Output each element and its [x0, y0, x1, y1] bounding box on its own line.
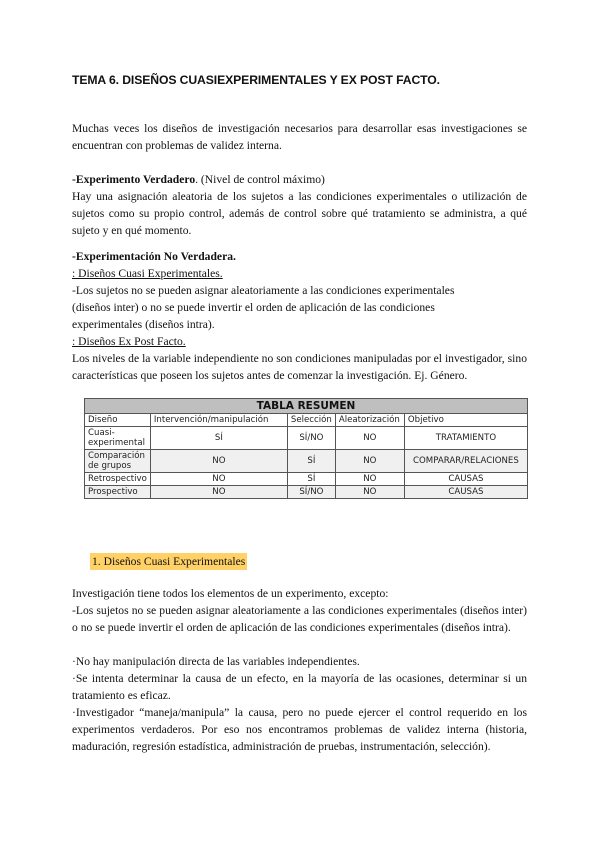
table-cell: Comparación de grupos [85, 450, 151, 473]
table-cell: NO [335, 473, 404, 486]
section-1-bullet: ·No hay manipulación directa de las variables independientes. [72, 655, 360, 668]
section-1-body [72, 585, 527, 755]
section-1-bullet: ·Se intenta determinar la causa de un efecto, en la mayoría de las ocasiones, determinar si un tratamiento es eficaz. [72, 672, 527, 702]
page-title: TEMA 6. DISEÑOS CUASIEXPERIMENTALES Y EX POST FACTO. [72, 73, 440, 87]
table-row [85, 450, 528, 473]
table-caption: TABLA RESUMEN [85, 399, 528, 414]
no-verdadera-label: -Experimentación No Verdadera. [72, 250, 236, 263]
table-cell: Prospectivo [85, 486, 151, 499]
cuasi-text: -Los sujetos no se pueden asignar aleatoriamente a las condiciones experimentales (diseños inter) o no se puede invertir el orden de aplicación de las condiciones experimentales (diseños intra). [72, 284, 455, 331]
table-cell: SÍ [287, 450, 335, 473]
table-header: Objetivo [404, 414, 527, 427]
table-cell: CAUSAS [404, 486, 527, 499]
table-header: Diseño [85, 414, 151, 427]
section-1-p2: -Los sujetos no se pueden asignar aleatoriamente a las condiciones experimentales (diseños inter) o no se puede invertir el orden de aplicación de las condiciones experimentales (diseños intra). [72, 604, 527, 634]
table-cell: NO [150, 486, 287, 499]
table-header-row [85, 414, 528, 427]
table-cell: NO [335, 450, 404, 473]
table-cell: NO [150, 450, 287, 473]
table-cell: SÍ/NO [287, 486, 335, 499]
table-row [85, 486, 528, 499]
intro-paragraph: Muchas veces los diseños de investigación necesarios para desarrollar esas investigaciones se encuentran con problemas de validez interna. [72, 122, 527, 152]
section-1-heading: 1. Diseños Cuasi Experimentales [92, 555, 246, 568]
cuasi-heading: : Diseños Cuasi Experimentales. [72, 267, 223, 280]
table-cell: NO [335, 427, 404, 450]
table-header: Selección [287, 414, 335, 427]
table-row [85, 473, 528, 486]
no-verdadera-section [72, 248, 527, 384]
table-header: Aleatorización [335, 414, 404, 427]
table-cell: COMPARAR/RELACIONES [404, 450, 527, 473]
verdadero-section [72, 171, 527, 239]
section-1-p1: Investigación tiene todos los elementos de un experimento, excepto: [72, 587, 389, 600]
verdadero-sep: . [195, 173, 201, 186]
table-cell: Retrospectivo [85, 473, 151, 486]
verdadero-text: Hay una asignación aleatoria de los sujetos a las condiciones experimentales o utilización de sujetos como su propio control, además de control sobre qué tratamiento se administra, a qué sujeto y en qué momento. [72, 190, 527, 237]
verdadero-note: (Nivel de control máximo) [200, 173, 325, 186]
expost-heading: : Diseños Ex Post Facto. [72, 335, 186, 348]
table-cell: NO [150, 473, 287, 486]
table-cell: Cuasi-experimental [85, 427, 151, 450]
spacer [72, 636, 527, 653]
table-cell: NO [335, 486, 404, 499]
section-1-bullet: ·Investigador “maneja/manipula” la causa, pero no puede ejercer el control requerido en los experimentos verdaderos. Por eso nos encontramos problemas de validez interna (historia, maduración, regresión estadística, administración de pruebas, instrumentación, selección). [72, 706, 527, 753]
table-cell: SÍ [150, 427, 287, 450]
table-cell: SÍ [287, 473, 335, 486]
verdadero-label: -Experimento Verdadero [72, 173, 196, 186]
summary-table [84, 398, 528, 499]
expost-text: Los niveles de la variable independiente no son condiciones manipuladas por el investigador, sino características que poseen los sujetos antes de comenzar la investigación. Ej. Género. [72, 352, 527, 382]
table-row [85, 427, 528, 450]
table-header: Intervención/manipulación [150, 414, 287, 427]
verdadero-heading-line [72, 171, 527, 188]
table-cell: TRATAMIENTO [404, 427, 527, 450]
table-cell: CAUSAS [404, 473, 527, 486]
table-cell: SÍ/NO [287, 427, 335, 450]
